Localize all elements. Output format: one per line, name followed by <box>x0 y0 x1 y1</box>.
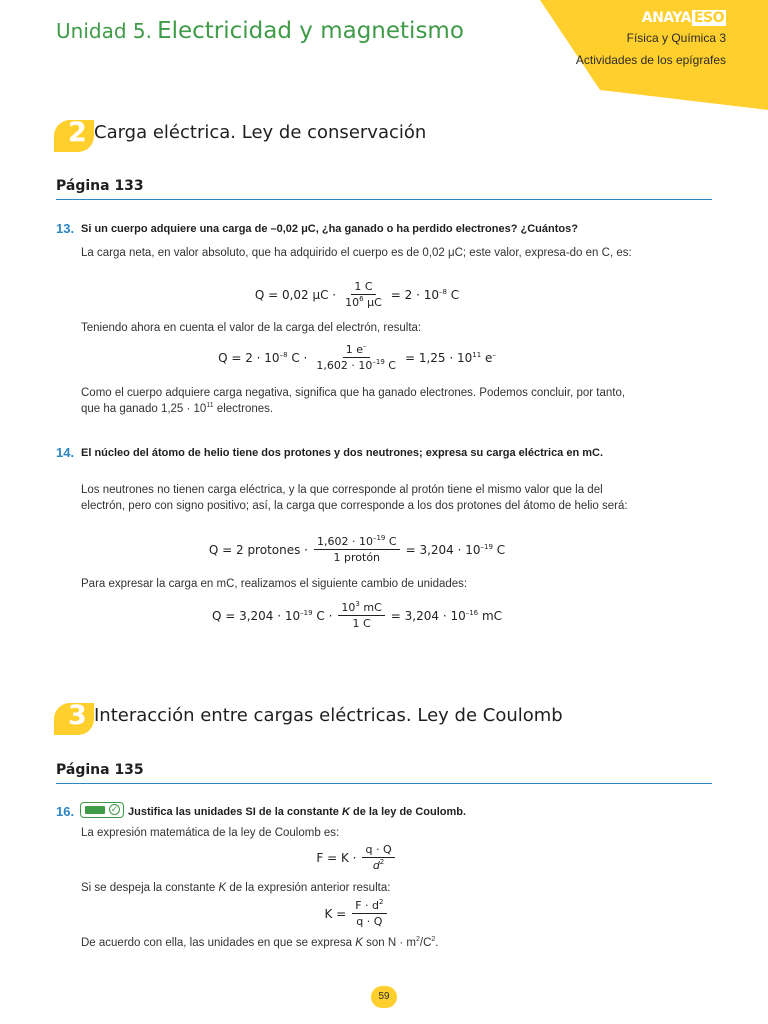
denominator: $d^2$ <box>372 858 385 872</box>
q16-paragraph-2: Si se despeja la constante K de la expresión anterior resulta: <box>81 882 391 894</box>
eq-result: = $3,204 \cdot 10^{-19}$ C <box>405 542 506 557</box>
eq-term: Q = 2 protones · <box>208 542 308 557</box>
question-14-text: El núcleo del átomo de helio tiene dos protones y dos neutrones; expresa su carga eléctrica en mC. <box>81 447 604 459</box>
eq-term: $Q = 3,204 \cdot 10^{-19}$ C · <box>211 608 333 623</box>
eq-term: K = <box>324 906 347 921</box>
q13-paragraph-1: La carga neta, en valor absoluto, que ha adquirido el cuerpo es de 0,02 μC; este valor, expresa-do en C, es: <box>81 247 632 259</box>
digital-activity-icon <box>80 802 124 818</box>
q16-equation-1 <box>81 843 633 872</box>
section-title: Carga eléctrica. Ley de conservación <box>94 122 427 143</box>
check-icon: ✓ <box>110 804 119 814</box>
q13-equation-2 <box>81 343 633 372</box>
q14-paragraph-1: Los neutrones no tienen carga eléctrica, y la que corresponde al protón tiene el mismo valor que la del electrón, pero con signo positivo; así, la carga que corresponde a los dos protones del átomo de helio será: <box>81 484 628 512</box>
fraction <box>342 280 385 309</box>
section-number: 3 <box>68 700 87 731</box>
folder-icon <box>85 806 105 814</box>
eq-term: $Q = 2 \cdot 10^{-8}$ C · <box>218 350 308 365</box>
page-label-135: Página 135 <box>56 762 712 784</box>
question-13-text: Si un cuerpo adquiere una carga de –0,02 μC, ¿ha ganado o ha perdido electrones? ¿Cuántos? <box>81 223 578 235</box>
fraction <box>352 899 386 928</box>
q14-equation-2 <box>81 601 633 630</box>
q14-equation-1 <box>81 535 633 564</box>
denominator: q · Q <box>356 915 383 928</box>
numerator: $10^3$ mC <box>338 601 384 616</box>
brand-logo-a: ANAYA <box>641 10 691 26</box>
q13-paragraph-3: Como el cuerpo adquiere carga negativa, significa que ha ganado electrones. Podemos concluir, por tanto, que ha ganado $1,25 \cdot 10^{11}$ electrones. <box>81 387 626 415</box>
q13-equation-1 <box>81 280 633 309</box>
q13-paragraph-2: Teniendo ahora en cuenta el valor de la carga del electrón, resulta: <box>81 322 422 334</box>
page-number: 59 <box>371 986 397 1008</box>
eq-term: Q = 0,02 μC · <box>254 287 337 302</box>
question-16-text: Justifica las unidades SI de la constante K de la ley de Coulomb. <box>128 806 467 818</box>
question-number-14: 14. <box>56 445 75 460</box>
denominator: $1,602 \cdot 10^{-19}$ C <box>316 358 396 372</box>
brand-logo-b: ESO <box>693 10 724 26</box>
q16-paragraph-1: La expresión matemática de la ley de Coulomb es: <box>81 827 340 839</box>
numerator: $F \cdot d^2$ <box>352 899 386 914</box>
eq-result: = $3,204 \cdot 10^{-16}$ mC <box>390 608 503 623</box>
unit-number: Unidad 5. <box>56 19 152 43</box>
section-title: Interacción entre cargas eléctricas. Ley de Coulomb <box>94 705 563 726</box>
eq-result: = $2 \cdot 10^{-8}$ C <box>390 287 460 302</box>
brand-logo <box>642 10 726 26</box>
question-number-16: 16. <box>56 804 75 819</box>
page-label-133: Página 133 <box>56 178 712 200</box>
fraction <box>338 601 384 630</box>
unit-title <box>56 18 464 44</box>
eq-term: F = K · <box>316 850 357 865</box>
activities-label: Actividades de los epígrafes <box>575 53 726 67</box>
numerator: 1 e– <box>343 343 370 358</box>
eq-result: = $1,25 \cdot 10^{11}$ e– <box>404 350 496 365</box>
fraction <box>314 535 400 564</box>
denominator: $10^6$ μC <box>345 295 382 309</box>
denominator: 1 protón <box>333 551 381 564</box>
q14-paragraph-2: Para expresar la carga en mC, realizamos el siguiente cambio de unidades: <box>81 578 468 590</box>
fraction <box>362 843 394 872</box>
numerator: $1,602 \cdot 10^{-19}$ C <box>314 535 400 550</box>
q16-equation-2 <box>81 899 633 928</box>
denominator: 1 C <box>352 617 371 630</box>
q16-paragraph-3: De acuerdo con ella, las unidades en que se expresa K son $N \cdot m^2/C^2$. <box>81 936 439 949</box>
section-number: 2 <box>68 117 87 148</box>
unit-name: Electricidad y magnetismo <box>157 18 464 44</box>
subject-label: Física y Química 3 <box>626 31 726 45</box>
numerator: 1 C <box>351 280 375 295</box>
question-number-13: 13. <box>56 221 75 236</box>
fraction <box>313 343 399 372</box>
numerator: q · Q <box>362 843 394 858</box>
